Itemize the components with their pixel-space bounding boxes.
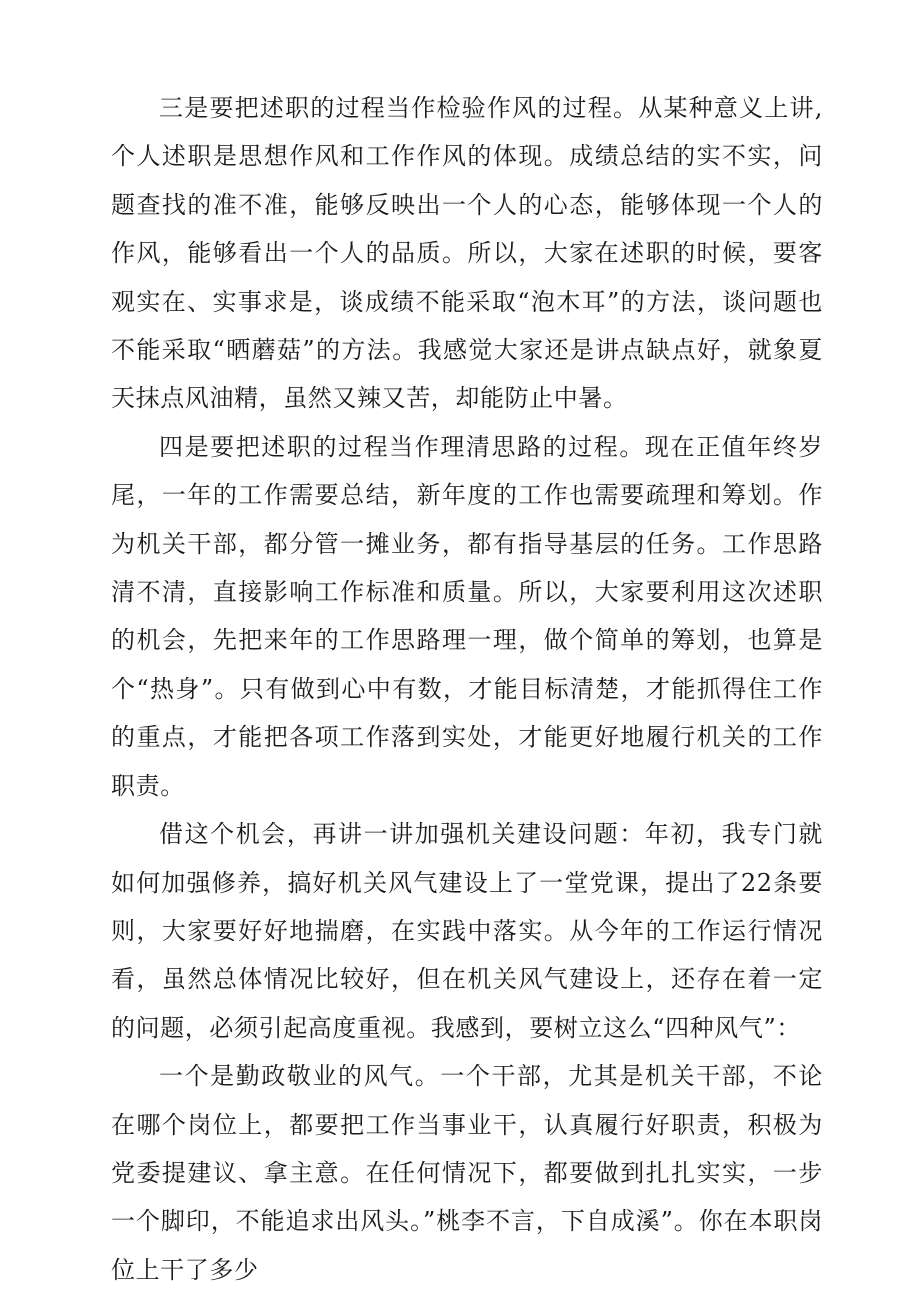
paragraph-1: 三是要把述职的过程当作检验作风的过程。从某种意义上讲,个人述职是思想作风和工作作风的体现。成绩总结的实不实，问题查找的准不准，能够反映出一个人的心态，能够体现一个人的作风，能够看出一个人的品质。所以，大家在述职的时候，要客观实在、实事求是，谈成绩不能采取“泡木耳”的方法，谈问题也不能采取“晒蘑菇”的方法。我感觉大家还是讲点缺点好，就象夏天抹点风油精，虽然又辣又苦，却能防止中暑。 (111, 94, 823, 413)
paragraph-2: 四是要把述职的过程当作理清思路的过程。现在正值年终岁尾，一年的工作需要总结，新年度的工作也需要疏理和筹划。作为机关干部，都分管一摊业务，都有指导基层的任务。工作思路清不清，直接影响工作标准和质量。所以，大家要利用这次述职的机会，先把来年的工作思路理一理，做个简单的筹划，也算是个“热身”。只有做到心中有数，才能目标清楚，才能抓得住工作的重点，才能把各项工作落到实处，才能更好地履行机关的工作职责。 (111, 432, 823, 800)
document-body (111, 84, 823, 1294)
paragraph-3: 借这个机会，再讲一讲加强机关建设问题：年初，我专门就如何加强修养，搞好机关风气建设上了一堂党课，提出了22条要则，大家要好好地揣磨，在实践中落实。从今年的工作运行情况看，虽然总体情况比较好，但在机关风气建设上，还存在着一定的问题，必须引起高度重视。我感到，要树立这么“四种风气”： (111, 820, 823, 1042)
paragraph-4: 一个是勤政敬业的风气。一个干部，尤其是机关干部，不论在哪个岗位上，都要把工作当事业干，认真履行好职责，积极为党委提建议、拿主意。在任何情况下，都要做到扎扎实实，一步一个脚印，不能追求出风头。”桃李不言，下自成溪”。你在本职岗位上干了多少 (111, 1062, 823, 1284)
